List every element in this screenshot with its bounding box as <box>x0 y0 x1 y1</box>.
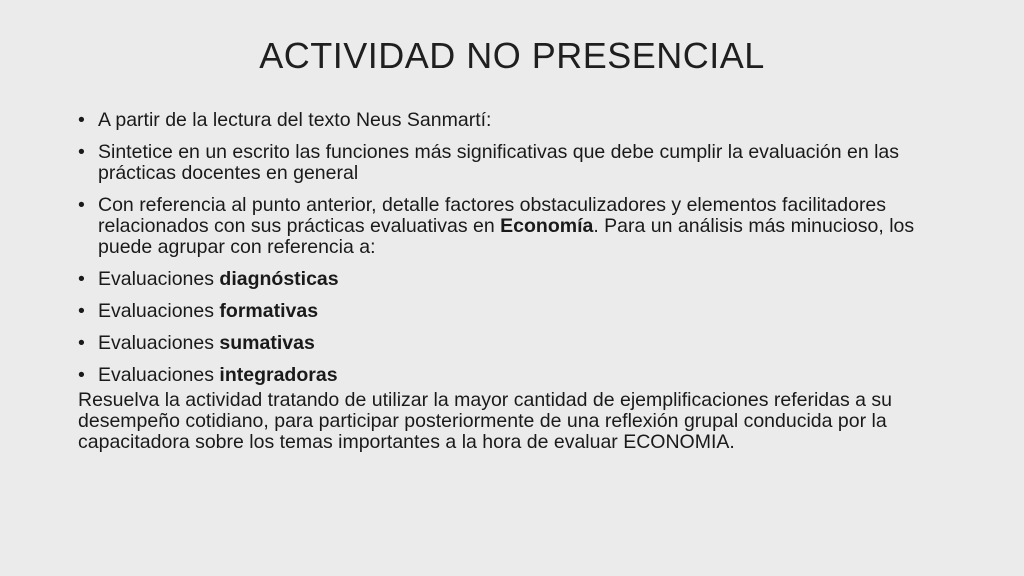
bullet-icon: • <box>78 109 85 131</box>
bullet-icon: • <box>78 300 85 322</box>
bullet-text-bold: diagnósticas <box>219 268 339 290</box>
bullet-text-post: . Para un análisis más minucioso, los puede agrupar con referencia a: <box>98 215 915 258</box>
bullet-text-bold: formativas <box>219 300 319 322</box>
bullet-text-pre: Con referencia al punto anterior, detalle factores obstaculizadores y elementos facilitadores relacionados con sus prácticas evaluativas en <box>98 194 887 237</box>
bullet-text-pre: Evaluaciones <box>98 364 220 386</box>
list-item <box>78 110 938 131</box>
bullet-icon: • <box>78 268 85 290</box>
slide-title: ACTIVIDAD NO PRESENCIAL <box>259 35 765 76</box>
bullet-icon: • <box>78 141 85 163</box>
list-item <box>78 301 938 322</box>
bullet-text-pre: Evaluaciones <box>98 300 220 322</box>
closing-paragraph: Resuelva la actividad tratando de utilizar la mayor cantidad de ejemplificaciones referidas a su desempeño cotidiano, para participar posteriormente de una reflexión grupal conducida por la capacitadora sobre los temas importantes a la hora de evaluar ECONOMIA. <box>78 389 893 453</box>
bullet-text: A partir de la lectura del texto Neus Sanmartí: <box>98 109 492 131</box>
list-item <box>78 195 938 258</box>
list-item <box>78 269 938 290</box>
bullet-list <box>78 110 938 386</box>
bullet-text: Sintetice en un escrito las funciones más significativas que debe cumplir la evaluación en las prácticas docentes en general <box>98 141 900 184</box>
bullet-icon: • <box>78 332 85 354</box>
list-item <box>78 365 938 386</box>
bullet-icon: • <box>78 194 85 216</box>
bullet-text-bold: integradoras <box>219 364 338 386</box>
bullet-text-bold: sumativas <box>219 332 315 354</box>
bullet-icon: • <box>78 364 85 386</box>
bullet-text-bold: Economía <box>500 215 594 237</box>
bullet-text-pre: Evaluaciones <box>98 268 220 290</box>
bullet-text-pre: Evaluaciones <box>98 332 220 354</box>
list-item <box>78 142 938 184</box>
list-item <box>78 333 938 354</box>
slide-body <box>78 110 938 453</box>
